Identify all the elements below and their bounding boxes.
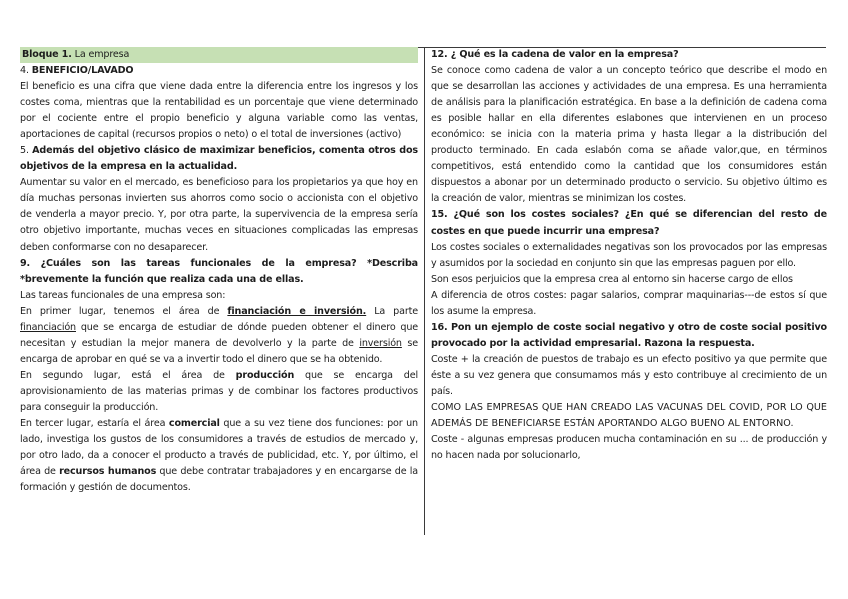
text-run: En tercer lugar, estaría el área [20,418,169,430]
q15-answer-2: Son esos perjuicios que la empresa crea al entorno sin hacerse cargo de ellos [431,273,793,285]
right-column [431,47,827,464]
term-investment: inversión [359,337,402,349]
left-column [20,47,418,496]
q16-answer-3: Coste - algunas empresas producen mucha contaminación en su ... de producción y no hacen nada por solucionarlo, [431,434,827,462]
q4-title: BENEFICIO/LAVADO [31,65,134,76]
term-production: producción [235,369,295,381]
q9-heading [20,256,418,288]
q9-paragraph-commercial [20,416,418,496]
term-finance: financiación [20,321,76,333]
text-run: La parte [366,305,418,317]
block-number: Bloque 1. [22,49,72,60]
q5-answer: Aumentar su valor en el mercado, es beneficioso para los propietarios ya que hoy en día muchas personas invierten sus ahorros como socio o accionista con el objetivo de venderla a mayor precio. Y, por otra parte, la supervivencia de la empresa sería otro objetivo importante, muchas veces en situaciones complicadas las empresas deben conformarse con no desaparecer. [20,177,418,253]
q15-title: 15. ¿Qué son los costes sociales? ¿En qué se diferencian del resto de costes en que puede incurrir una empresa? [431,209,827,237]
text-run: que debe contratar trabajadores y en encargarse de la formación y gestión de documentos. [20,466,419,494]
q16-heading [431,320,827,352]
text-run: En primer lugar, tenemos el área de [20,305,228,317]
term-finance-investment: financiación e inversión. [227,305,367,317]
column-divider [424,47,425,535]
q12-heading [431,47,827,63]
q15-answer-3: A diferencia de otros costes: pagar salarios, comprar maquinarias---de estos sí que los asume la empresa. [431,289,827,317]
term-human-resources: recursos humanos [59,466,157,478]
q16-answer-1: Coste + la creación de puestos de trabajo es un efecto positivo ya que permite que éste a su vez genera que consumamos más y esto contribuye al crecimiento de un país. [431,353,827,397]
block-header [20,47,418,63]
block-title: La empresa [71,49,130,60]
q4-heading [20,63,418,79]
text-run: que se encarga del aprovisionamiento de las materias primas y de combinar los factores productivos para conseguir la producción. [20,369,418,413]
q9-intro: Las tareas funcionales de una empresa son: [20,289,226,301]
q16-answer-2: COMO LAS EMPRESAS QUE HAN CREADO LAS VACUNAS DEL COVID, POR LO QUE ADEMÁS DE BENEFICIARSE ESTÁN APORTANDO ALGO BUENO AL ENTORNO. [431,402,827,430]
text-run: En segundo lugar, está el área de [20,369,236,381]
q5-title: Además del objetivo clásico de maximizar beneficios, comenta otros dos objetivos de la empresa en la actualidad. [20,145,418,173]
q9-paragraph-finance [20,304,418,368]
q5-heading [20,143,418,175]
q12-title: 12. ¿ Qué es la cadena de valor en la empresa? [431,49,679,60]
q16-title: 16. Pon un ejemplo de coste social negativo y otro de coste social positivo provocado por la actividad empresarial. Razona la respuesta. [431,321,827,349]
q9-title: 9. ¿Cuáles son las tareas funcionales de la empresa? *Describa *brevemente la función que realiza cada una de ellas. [20,257,418,285]
q4-number: 4. [20,65,32,76]
text-run: que se encarga de estudiar de dónde pueden obtener el dinero que necesitan y estudian la mejor manera de devolverlo y la parte de [20,321,418,349]
text-run: se encarga de aprobar en qué se va a invertir todo el dinero que se ha obtenido. [20,337,418,365]
text-run: que a su vez tiene dos funciones: por un lado, investiga los gustos de los consumidores a través de estudios de mercado y, por otro lado, da a conocer el producto a través de publicidad, etc. Y, por último, el área de [20,418,418,478]
q5-number: 5. [20,145,33,157]
q4-answer: El beneficio es una cifra que viene dada entre la diferencia entre los ingresos y los costes coma, mientras que la rentabilidad es un porcentaje que viene determinado por el cociente entre el propio beneficio y alguna variable como las ventas, aportaciones de capital (recursos propios o neto) o el total de inversiones (activo) [20,81,418,141]
q15-heading [431,207,827,239]
term-commercial: comercial [168,418,220,430]
q9-paragraph-production [20,368,418,416]
q15-answer-1: Los costes sociales o externalidades negativas son los provocados por las empresas y asumidos por la sociedad en conjunto sin que las empresas paguen por ello. [431,241,827,269]
q12-answer: Se conoce como cadena de valor a un concepto teórico que describe el modo en que se desarrollan las acciones y actividades de una empresa. Es una herramienta de análisis para la planificación estratégica. En base a la definición de cadena coma es posible hallar en ella diferentes eslabones que intervienen en un proceso económico: se inicia con la materia prima y hasta llegar a la distribución del producto terminado. En cada eslabón coma se añade valor,que, en términos competitivos, está entendido como la cantidad que los consumidores están dispuestos a abonar por un determinado producto o servicio. Su objetivo último es la creación de valor, mientras se minimizan los costes. [431,65,827,205]
